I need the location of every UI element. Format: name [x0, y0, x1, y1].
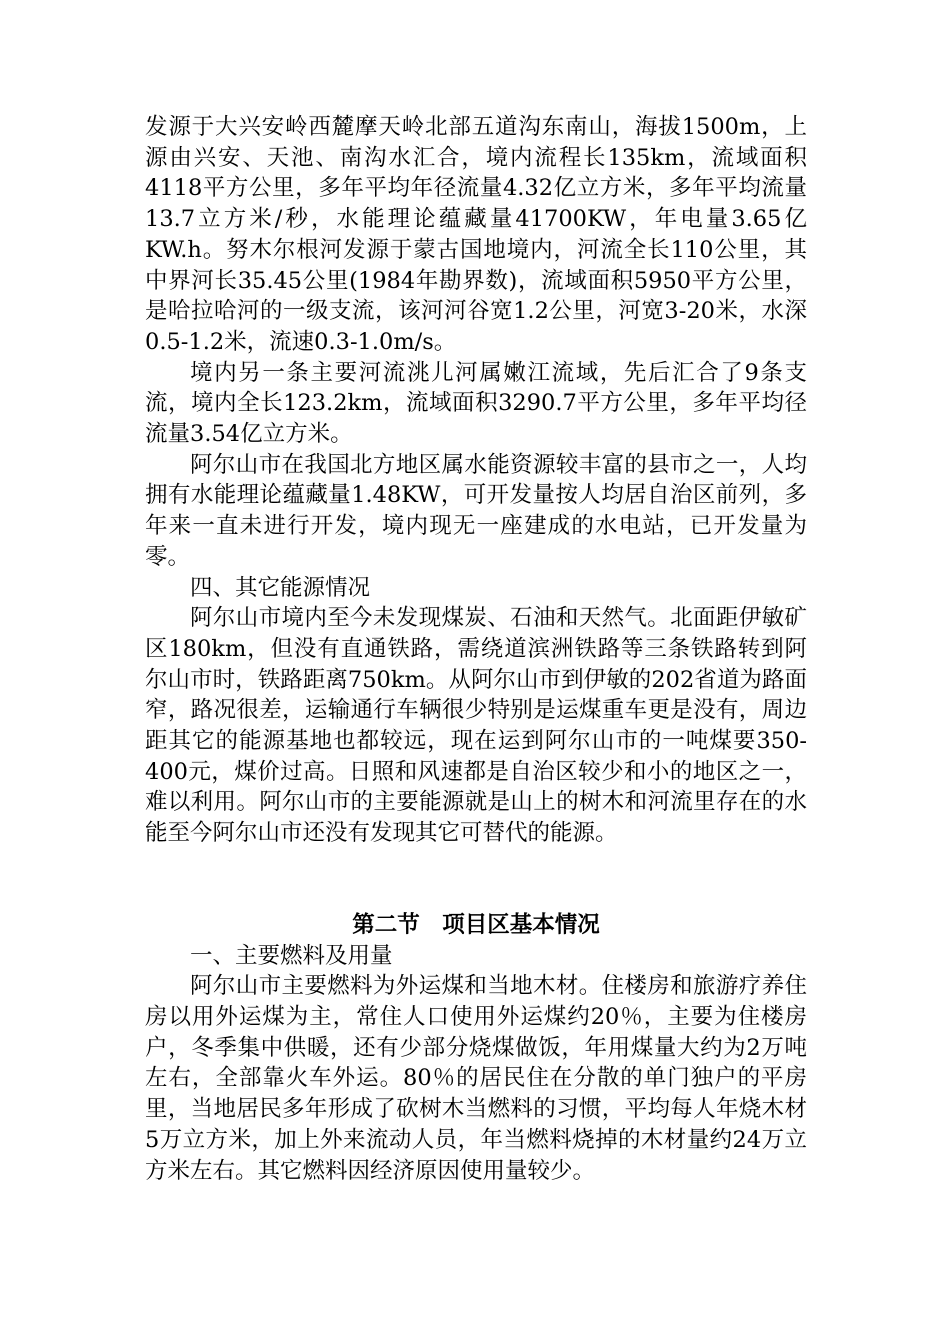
paragraph-other-energy: 阿尔山市境内至今未发现煤炭、石油和天然气。北面距伊敏矿区180km，但没有直通铁路，需绕道滨洲铁路等三条铁路转到阿尔山市时，铁路距离750km。从阿尔山市到伊敏的202省道为路面窄，路况很差，运输通行车辆很少特别是运煤重车更是没有，周边距其它的能源基地也都较远，现在运到阿尔山市的一吨煤要350-400元，煤价过高。日照和风速都是自治区较少和小的地区之一，难以利用。阿尔山市的主要能源就是山上的树木和河流里存在的水能至今阿尔山市还没有发现其它可替代的能源。 — [145, 605, 807, 847]
heading-other-energy: 四、其它能源情况 — [190, 574, 371, 601]
document-page — [145, 112, 807, 1186]
paragraph-taoer-river: 境内另一条主要河流洮儿河属嫩江流域，先后汇合了9条支流，境内全长123.2km，流域面积3290.7平方公里，多年平均径流量3.54亿立方米。 — [145, 359, 807, 448]
paragraph-hydro-resources: 阿尔山市在我国北方地区属水能资源较丰富的县市之一，人均拥有水能理论蕴藏量1.48KW，可开发量按人均居自治区前列，多年来一直未进行开发，境内现无一座建成的水电站，已开发量为零。 — [145, 451, 807, 570]
paragraph-river-source: 发源于大兴安岭西麓摩天岭北部五道沟东南山，海拔1500m，上源由兴安、天池、南沟水汇合，境内流程长135km，流域面积4118平方公里，多年平均年径流量4.32亿立方米，多年平均流量13.7立方米/秒，水能理论蕴藏量41700KW，年电量3.65亿KW.h。努木尔根河发源于蒙古国地境内，河流全长110公里，其中界河长35.45公里(1984年勘界数)，流域面积5950平方公里，是哈拉哈河的一级支流，该河河谷宽1.2公里，河宽3-20米，水深0.5-1.2米，流速0.3-1.0m/s。 — [145, 114, 807, 355]
section-title: 第二节 项目区基本情况 — [352, 911, 600, 938]
heading-main-fuel: 一、主要燃料及用量 — [190, 942, 393, 969]
paragraph-main-fuel: 阿尔山市主要燃料为外运煤和当地木材。住楼房和旅游疗养住房以用外运煤为主，常住人口使用外运煤约20％，主要为住楼房户，冬季集中供暖，还有少部分烧煤做饭，年用煤量大约为2万吨左右，全部靠火车外运。80％的居民住在分散的单门独户的平房里，当地居民多年形成了砍树木当燃料的习惯，平均每人年烧木材5万立方米，加上外来流动人员，年当燃料烧掉的木材量约24万立方米左右。其它燃料因经济原因使用量较少。 — [145, 973, 807, 1184]
section-spacer — [145, 849, 807, 910]
